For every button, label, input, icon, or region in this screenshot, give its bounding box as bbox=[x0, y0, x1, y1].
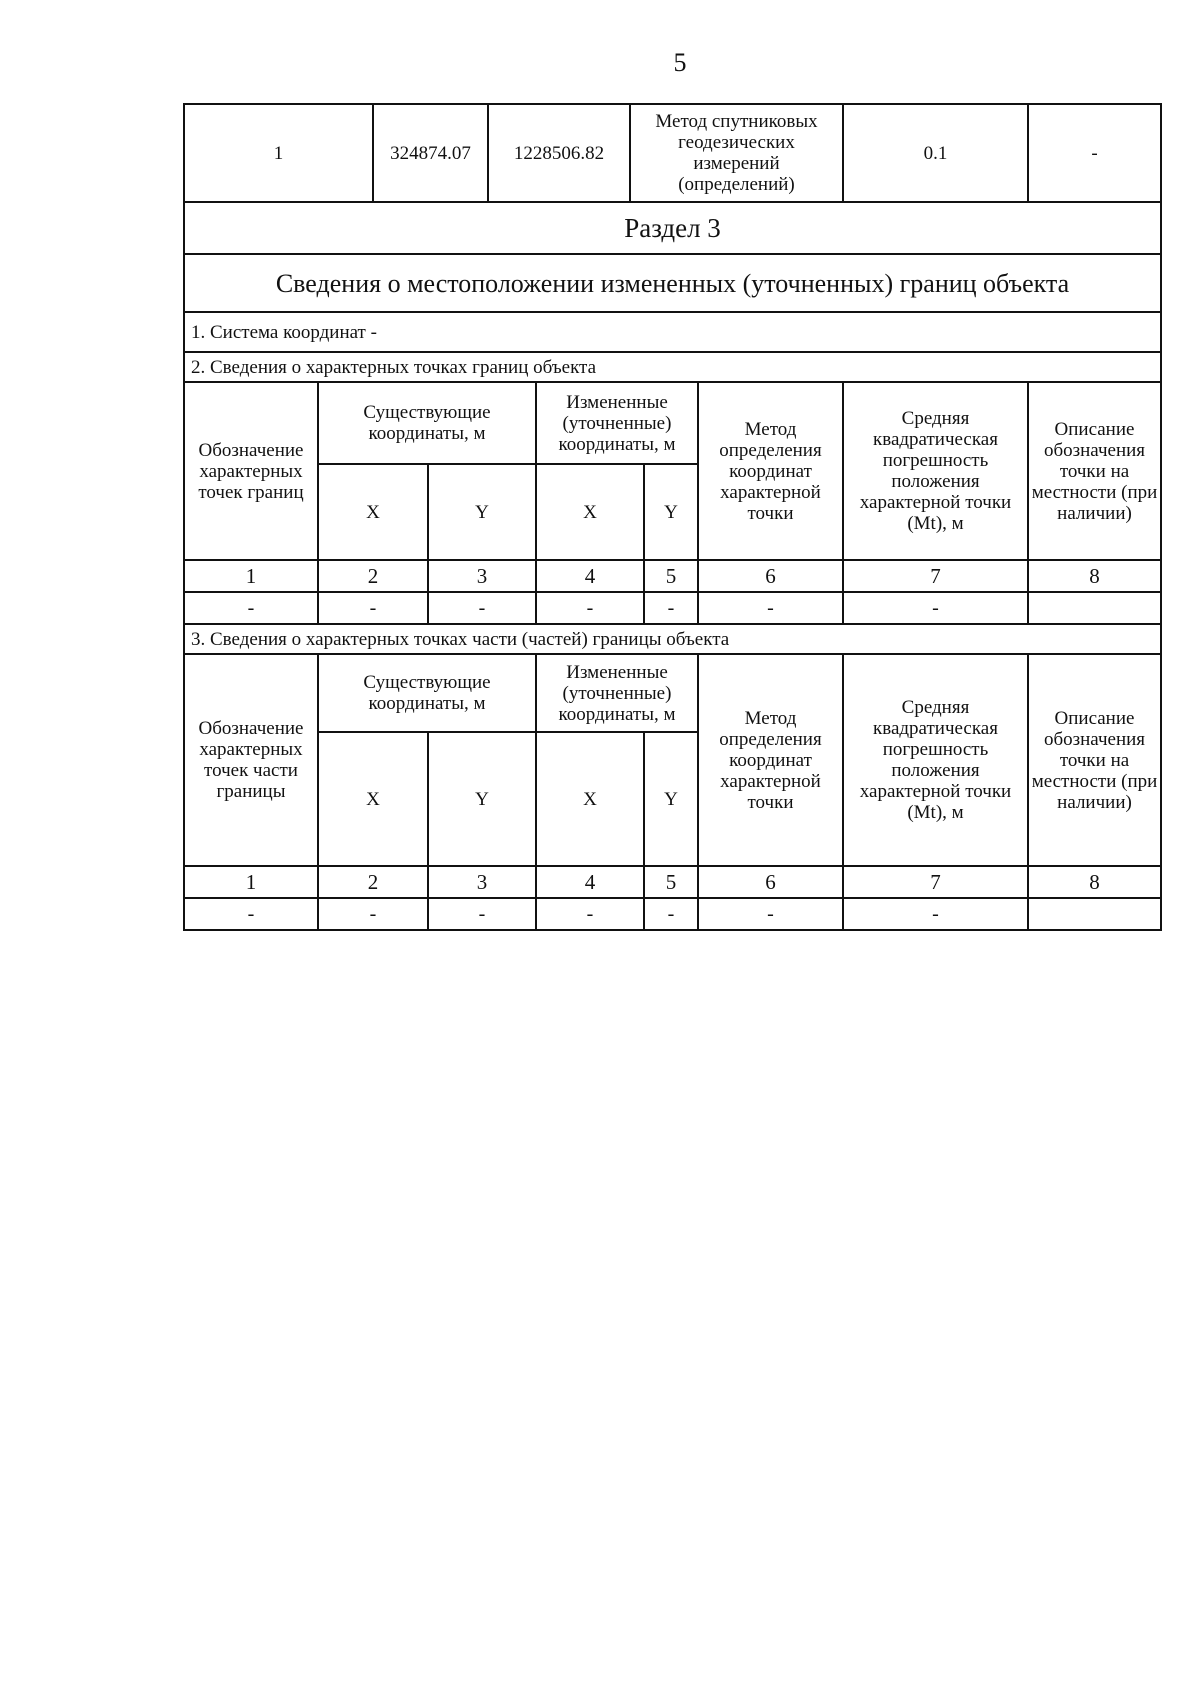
table-row bbox=[184, 104, 1161, 202]
column-numbers-row bbox=[184, 866, 1161, 898]
data-cell: - bbox=[536, 592, 644, 624]
data-cell: - bbox=[184, 592, 318, 624]
col-method: Метод определения координат характерной точки bbox=[698, 382, 843, 560]
col-number: 3 bbox=[428, 866, 536, 898]
page-number: 5 bbox=[673, 48, 687, 77]
previous-section-row bbox=[183, 103, 1162, 203]
col-number: 7 bbox=[843, 560, 1028, 592]
coordinate-system-line: 1. Система координат - bbox=[184, 312, 1161, 352]
accuracy-cell: 0.1 bbox=[843, 104, 1028, 202]
data-cell: - bbox=[644, 898, 698, 930]
data-cell: - bbox=[184, 898, 318, 930]
col-number: 8 bbox=[1028, 866, 1161, 898]
col-number: 6 bbox=[698, 866, 843, 898]
col-number: 3 bbox=[428, 560, 536, 592]
changed-x-header-part: X bbox=[536, 732, 644, 866]
col-number: 5 bbox=[644, 560, 698, 592]
data-cell: - bbox=[644, 592, 698, 624]
point-number-cell: 1 bbox=[184, 104, 373, 202]
data-cell bbox=[1028, 592, 1161, 624]
changed-y-header-part: Y bbox=[644, 732, 698, 866]
col-number: 4 bbox=[536, 866, 644, 898]
col-number: 1 bbox=[184, 866, 318, 898]
method-cell: Метод спутниковых геодезических измерений (определений) bbox=[630, 104, 843, 202]
description-cell: - bbox=[1028, 104, 1161, 202]
col-changed-coordinates-part: Измененные (уточненные) координаты, м bbox=[536, 654, 698, 732]
data-cell: - bbox=[318, 898, 428, 930]
col-description-part: Описание обозначения точки на местности (при наличии) bbox=[1028, 654, 1161, 866]
table-row bbox=[184, 592, 1161, 624]
data-cell: - bbox=[428, 592, 536, 624]
parts-subsection-title: 3. Сведения о характерных точках части (частей) границы объекта bbox=[184, 624, 1161, 654]
data-cell bbox=[1028, 898, 1161, 930]
section-title: Раздел 3 bbox=[184, 202, 1161, 254]
y-coordinate-cell: 1228506.82 bbox=[488, 104, 630, 202]
col-designation-part: Обозначение характерных точек части границы bbox=[184, 654, 318, 866]
col-number: 6 bbox=[698, 560, 843, 592]
existing-x-header-part: X bbox=[318, 732, 428, 866]
col-number: 2 bbox=[318, 866, 428, 898]
data-cell: - bbox=[428, 898, 536, 930]
col-existing-coordinates-part: Существующие координаты, м bbox=[318, 654, 536, 732]
data-cell: - bbox=[536, 898, 644, 930]
col-method-part: Метод определения координат характерной точки bbox=[698, 654, 843, 866]
section-3-table bbox=[183, 201, 1162, 931]
section-heading: Сведения о местоположении измененных (уточненных) границ объекта bbox=[184, 254, 1161, 312]
existing-y-header: Y bbox=[428, 464, 536, 560]
col-accuracy-part: Средняя квадратическая погрешность положения характерной точки (Mt), м bbox=[843, 654, 1028, 866]
col-description: Описание обозначения точки на местности (при наличии) bbox=[1028, 382, 1161, 560]
x-coordinate-cell: 324874.07 bbox=[373, 104, 488, 202]
col-number: 7 bbox=[843, 866, 1028, 898]
changed-x-header: X bbox=[536, 464, 644, 560]
col-number: 8 bbox=[1028, 560, 1161, 592]
existing-x-header: X bbox=[318, 464, 428, 560]
col-number: 5 bbox=[644, 866, 698, 898]
data-cell: - bbox=[698, 898, 843, 930]
existing-y-header-part: Y bbox=[428, 732, 536, 866]
col-accuracy: Средняя квадратическая погрешность положения характерной точки (Mt), м bbox=[843, 382, 1028, 560]
column-numbers-row bbox=[184, 560, 1161, 592]
data-cell: - bbox=[698, 592, 843, 624]
data-cell: - bbox=[843, 592, 1028, 624]
col-number: 4 bbox=[536, 560, 644, 592]
data-cell: - bbox=[318, 592, 428, 624]
col-existing-coordinates: Существующие координаты, м bbox=[318, 382, 536, 464]
table-row bbox=[184, 898, 1161, 930]
points-subsection-title: 2. Сведения о характерных точках границ объекта bbox=[184, 352, 1161, 382]
changed-y-header: Y bbox=[644, 464, 698, 560]
col-number: 1 bbox=[184, 560, 318, 592]
col-changed-coordinates: Измененные (уточненные) координаты, м bbox=[536, 382, 698, 464]
data-cell: - bbox=[843, 898, 1028, 930]
col-designation: Обозначение характерных точек границ bbox=[184, 382, 318, 560]
col-number: 2 bbox=[318, 560, 428, 592]
